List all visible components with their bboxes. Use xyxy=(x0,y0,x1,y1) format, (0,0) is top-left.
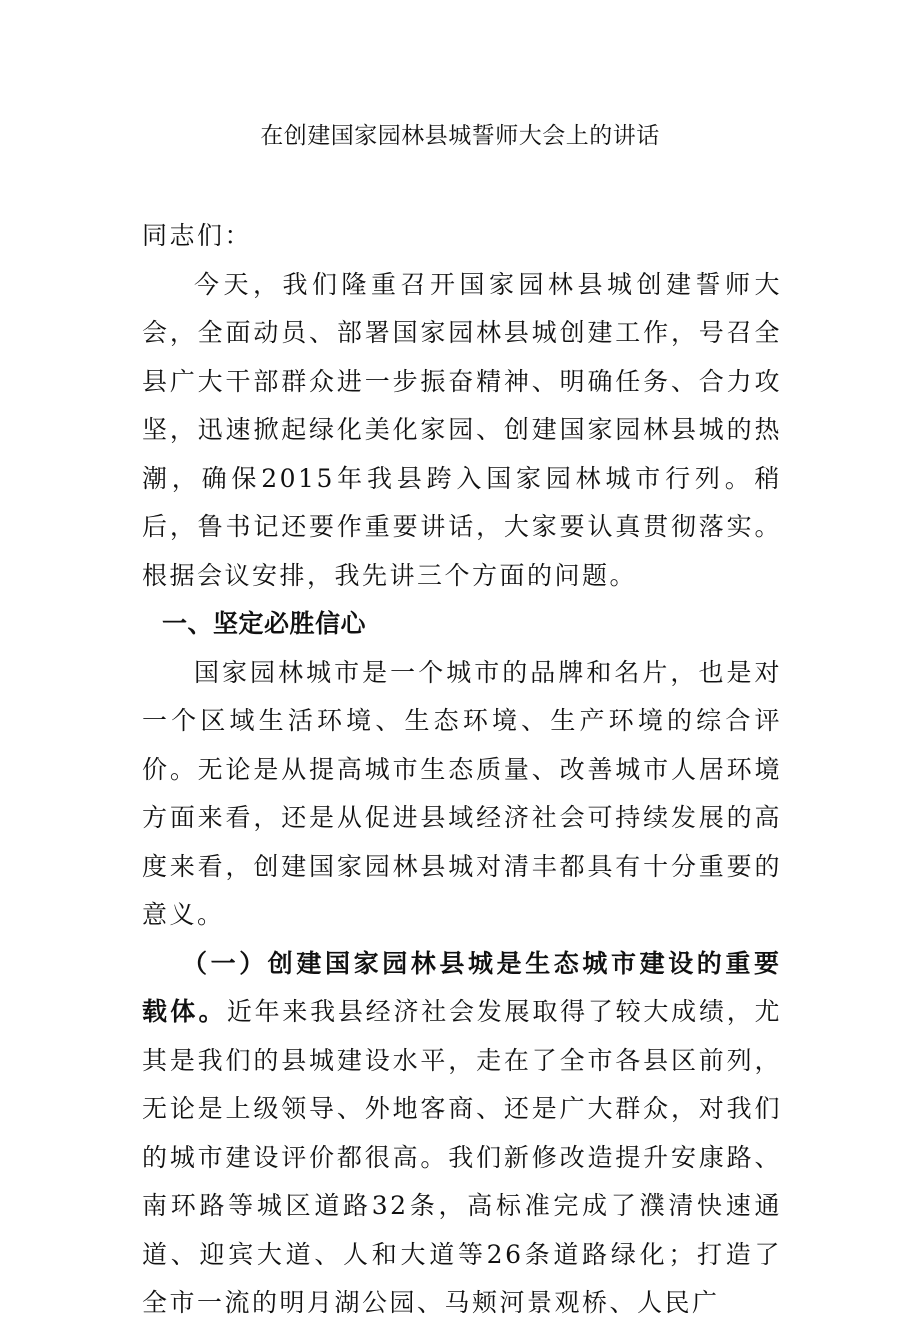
section-heading: 一、坚定必胜信心 xyxy=(162,609,367,638)
subsection-block xyxy=(142,940,782,1328)
intro-paragraph: 今天，我们隆重召开国家园林县城创建誓师大会，全面动员、部署国家园林县城创建工作，号召全县广大干部群众进一步振奋精神、明确任务、合力攻坚，迅速掀起绿化美化家园、创建国家园林县城的热潮，确保2015年我县跨入国家园林城市行列。稍后，鲁书记还要作重要讲话，大家要认真贯彻落实。根据会议安排，我先讲三个方面的问题。 xyxy=(142,269,782,590)
document-title: 在创建国家园林县城誓师大会上的讲话 xyxy=(260,123,660,149)
section-paragraph: 国家园林城市是一个城市的品牌和名片，也是对一个区域生活环境、生态环境、生产环境的综合评价。无论是从提高城市生态质量、改善城市人居环境方面来看，还是从促进县域经济社会可持续发展的高度来看，创建国家园林县城对清丰都具有十分重要的意义。 xyxy=(142,657,782,929)
document-body xyxy=(142,212,782,1328)
subsection-heading: （一）创建国家园林县城是生态城市建设的重要载体。 xyxy=(142,948,782,1026)
salutation: 同志们： xyxy=(142,221,253,250)
subsection-paragraph: 近年来我县经济社会发展取得了较大成绩，尤其是我们的县城建设水平，走在了全市各县区前列，无论是上级领导、外地客商、还是广大群众，对我们的城市建设评价都很高。我们新修改造提升安康路、南环路等城区道路32条，高标准完成了濮清快速通道、迎宾大道、人和大道等26条道路绿化；打造了全市一流的明月湖公园、马颊河景观桥、人民广 xyxy=(142,997,782,1317)
